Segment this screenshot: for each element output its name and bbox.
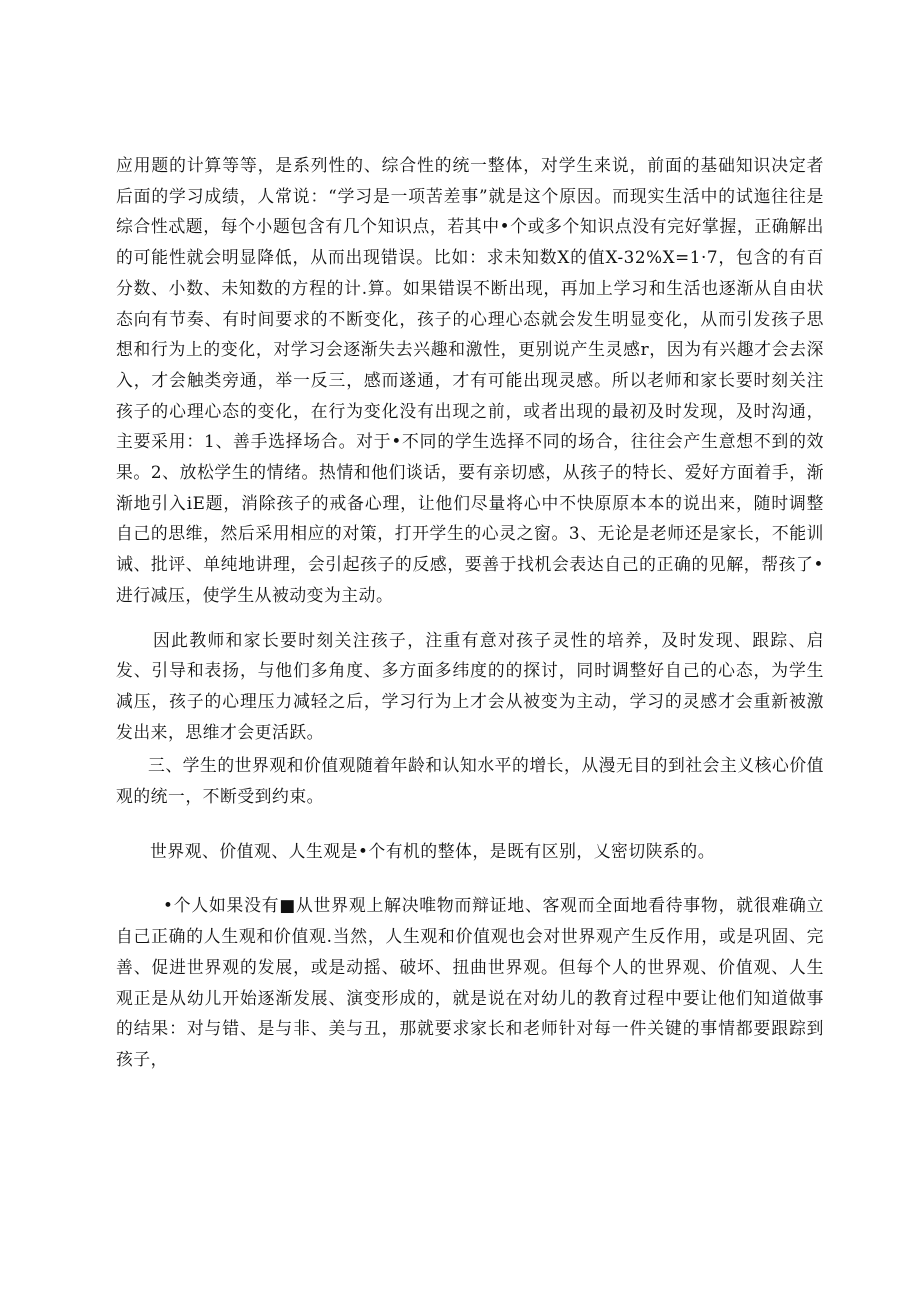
body-paragraph-4: •个人如果没有■从世界观上解决唯物而辩证地、客观而全面地看待事物，就很难确立自己正确的人生观和价值观.当然，人生观和价值观也会对世界观产生反作用，或是巩固、完善、促进世界观的发展，或是动摇、破坏、扭曲世界观。但每个人的世界观、价值观、人生观正是从幼儿开始逐渐发展、演变形成的，就是说在对幼儿的教育过程中要让他们知道做事的结果：对与错、是与非、美与丑，那就要求家长和老师针对每一件关键的事情都要跟踪到孩子， [116, 895, 824, 1069]
body-paragraph-3: 世界观、价值观、人生观是•个有机的整体，是既有区别，乂密切陕系的。 [150, 840, 716, 861]
body-paragraph-2: 因此教师和家长要时刻关注孩子，注重有意对孩子灵性的培养，及时发现、跟踪、启发、引导和表扬，与他们多角度、多方面多纬度的的探讨，同时调整好自己的心态，为学生减压，孩子的心理压力减轻之后，学习行为上才会从被变为主动，学习的灵感才会重新被激发出来，思维才会更活跃。 [116, 629, 824, 742]
body-paragraph-1: 应用题的计算等等，是系列性的、综合性的统一整体，对学生来说，前面的基础知识决定者后面的学习成绩，人常说：“学习是一项苦差事”就是这个原因。而现实生活中的试迤往往是综合性忒题，每个小题包含有几个知识点，若其中•个或多个知识点没有完好掌握，正确解出的可能性就会明显降低，从而出现错误。比如：求未知数X的值X-32%X=1·7，包含的有百分数、小数、未知数的方程的计.算。如果错误不断出现，再加上学习和生活也逐渐从自由状态向有节奏、有时间要求的不断变化，孩子的心理心态就会发生明显变化，从而引发孩子思想和行为上的变化，对学习会逐渐失去兴趣和激性，更别说产生灵感r，因为有兴趣才会去深入，才会触类旁通，举一反三，感而遂通，才有可能出现灵感。所以老师和家长要时刻关注孩子的心理心态的变化，在行为变化没有出现之前，或者出现的最初及时发现，及时沟通，主要采用：1、善手选择场合。对于•不同的学生选择不同的场合，往往会产生意想不到的效果。2、放松学生的情绪。热情和他们谈话，要有亲切感，从孩子的特长、爱好方面着手，渐渐地引入iE题，消除孩子的戒备心理，让他们尽量将心中不快原原本本的说出来，随时调整自己的思维，然后采用相应的对策，打开学生的心灵之窗。3、无论是老师还是家长，不能训诫、批评、单纯地讲理，会引起孩子的反感，要善于找机会表达自己的正确的见解，帮孩了•进行减压，使学生从被动变为主动。 [116, 155, 824, 605]
section-heading-paragraph: 三、学生的世界观和价值观随着年龄和认知水平的增长，从漫无目的到社会主义核心价值观的统一，不断受到约束。 [116, 755, 824, 807]
